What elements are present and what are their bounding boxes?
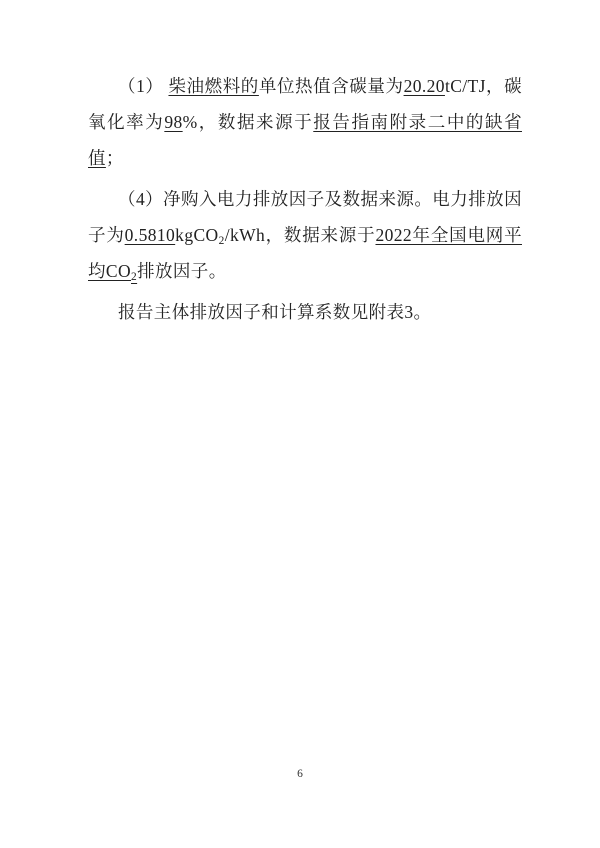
- para-see-appendix-table: [88, 294, 522, 330]
- underlined-run: 0.5810: [124, 225, 176, 245]
- text-run: 报告主体排放因子和计算系数见附表3。: [118, 302, 432, 322]
- text-run: （1）: [118, 76, 169, 96]
- underlined-run: 98: [164, 112, 183, 132]
- text-run: 单位热值含碳量为: [258, 76, 404, 96]
- text-run: ；: [105, 148, 124, 168]
- underlined-run: 2022年全国电网平均CO: [88, 225, 522, 281]
- text-run: kgCO: [175, 225, 219, 245]
- subscript-run: 2: [218, 234, 225, 247]
- text-run: （4）净购入电力排放因子及数据来源。电力排放因子为: [88, 189, 522, 245]
- text-run: 排放因子。: [137, 261, 227, 281]
- text-run: /kWh，数据来源于: [224, 225, 376, 245]
- subscript-run: 2: [131, 270, 138, 283]
- text-run: %，数据来源于: [182, 112, 314, 132]
- para-diesel-fuel-factors: [88, 68, 522, 176]
- underlined-run: 柴油燃料的: [168, 76, 259, 96]
- text-run: tC/TJ，碳氧化率为: [88, 76, 523, 132]
- underlined-run: 20.20: [403, 76, 445, 96]
- underlined-run: 报告指南附录二中的缺省值: [88, 112, 522, 168]
- document-body: [88, 68, 522, 335]
- page-number: 6: [297, 768, 303, 780]
- para-electricity-emission-factor: [88, 181, 522, 289]
